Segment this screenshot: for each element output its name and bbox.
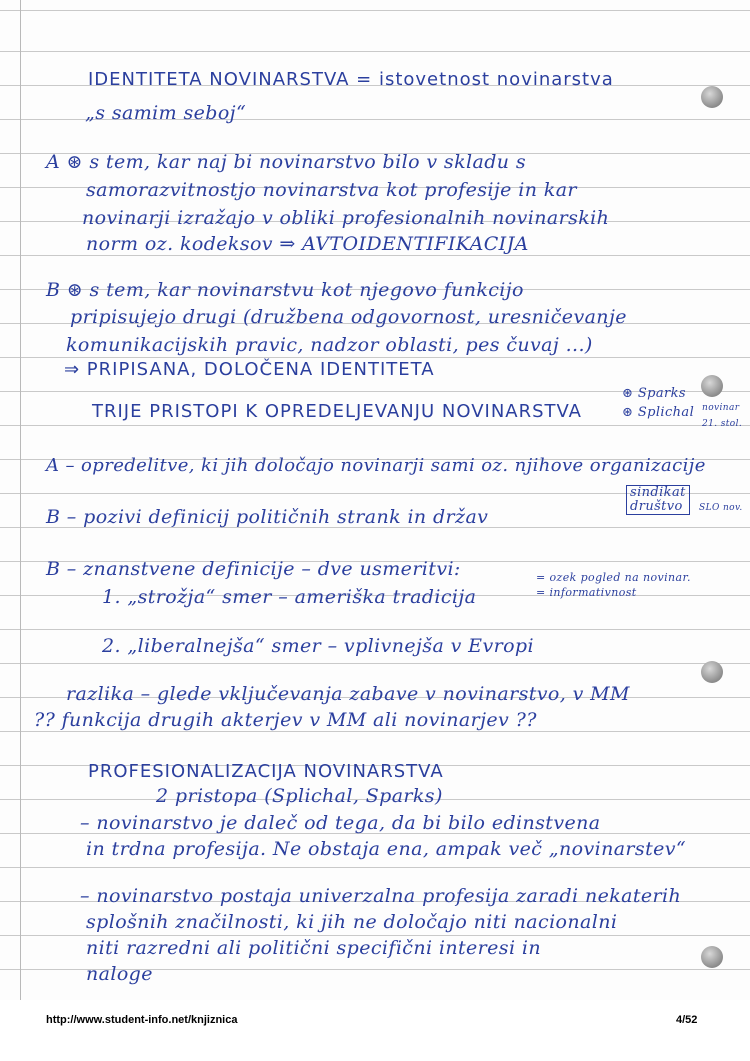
side-note: SLO nov. bbox=[699, 503, 743, 513]
text-line: – novinarstvo je daleč od tega, da bi bilo edinstvena bbox=[80, 812, 601, 834]
text-line: in trdna profesija. Ne obstaja ena, ampak več „novinarstev“ bbox=[86, 838, 686, 860]
text-line: samorazvitnostjo novinarstva kot profesije in kar bbox=[86, 179, 577, 201]
side-note: = informativnost bbox=[536, 586, 637, 599]
heading-identiteta: IDENTITETA NOVINARSTVA = istovetnost novinarstva bbox=[88, 69, 614, 90]
text-line: niti razredni ali politični specifični interesi in bbox=[86, 937, 541, 959]
text-line: norm oz. kodeksov ⇒ AVTOIDENTIFIKACIJA bbox=[86, 233, 529, 255]
text-line: A – opredelitve, ki jih določajo novinarji sami oz. njihove organizacije bbox=[46, 455, 706, 476]
footer-page-number: 4/52 bbox=[676, 1014, 698, 1026]
boxed-note bbox=[626, 485, 690, 515]
text-line: 2 pristopa (Splichal, Sparks) bbox=[156, 785, 443, 807]
footer-url-link[interactable]: http://www.student-info.net/knjiznica bbox=[46, 1014, 238, 1026]
text-line: B ⊛ s tem, kar novinarstvu kot njegovo funkcijo bbox=[46, 279, 524, 301]
text-line: ⇒ PRIPISANA, DOLOČENA IDENTITETA bbox=[64, 359, 435, 380]
side-note: 21. stol. bbox=[702, 419, 743, 429]
text-line: splošnih značilnosti, ki jih ne določajo niti nacionalni bbox=[86, 911, 618, 933]
heading-profesionalizacija: PROFESIONALIZACIJA NOVINARSTVA bbox=[88, 761, 444, 782]
text-line: 2. „liberalnejša“ smer – vplivnejša v Evropi bbox=[102, 635, 534, 657]
punch-hole-icon bbox=[701, 86, 723, 108]
footer-band bbox=[0, 1000, 750, 1061]
punch-hole-icon bbox=[701, 375, 723, 397]
text-line: B – pozivi definicij političnih strank in držav bbox=[46, 506, 489, 528]
side-note: novinar bbox=[702, 403, 740, 413]
side-note: ⊛ Sparks bbox=[622, 386, 686, 401]
text-line: komunikacijskih pravic, nadzor oblasti, pes čuvaj ...) bbox=[66, 334, 593, 356]
heading-trije-pristopi: TRIJE PRISTOPI K OPREDELJEVANJU NOVINARSTVA bbox=[92, 401, 582, 422]
text-line: – novinarstvo postaja univerzalna profesija zaradi nekaterih bbox=[80, 885, 682, 907]
side-note: ⊛ Splichal bbox=[622, 405, 695, 420]
boxed-note-line: društvo bbox=[630, 499, 683, 514]
punch-hole-icon bbox=[701, 661, 723, 683]
punch-hole-icon bbox=[701, 946, 723, 968]
text-line: B – znanstvene definicije – dve usmeritvi: bbox=[46, 558, 461, 580]
text-line: naloge bbox=[86, 963, 153, 985]
boxed-note-line: sindikat bbox=[630, 485, 686, 500]
text-line: novinarji izražajo v obliki profesionalnih novinarskih bbox=[82, 207, 610, 229]
side-note: = ozek pogled na novinar. bbox=[536, 571, 691, 584]
text-line: „s samim seboj“ bbox=[85, 102, 247, 124]
text-line: 1. „strožja“ smer – ameriška tradicija bbox=[102, 586, 477, 608]
text-line: pripisujejo drugi (družbena odgovornost, uresničevanje bbox=[70, 306, 627, 328]
text-line: ?? funkcija drugih akterjev v MM ali novinarjev ?? bbox=[34, 709, 537, 731]
text-line: A ⊛ s tem, kar naj bi novinarstvo bilo v skladu s bbox=[46, 151, 526, 173]
text-line: razlika – glede vključevanja zabave v novinarstvo, v MM bbox=[66, 683, 630, 705]
page-margin-line bbox=[20, 0, 21, 1061]
